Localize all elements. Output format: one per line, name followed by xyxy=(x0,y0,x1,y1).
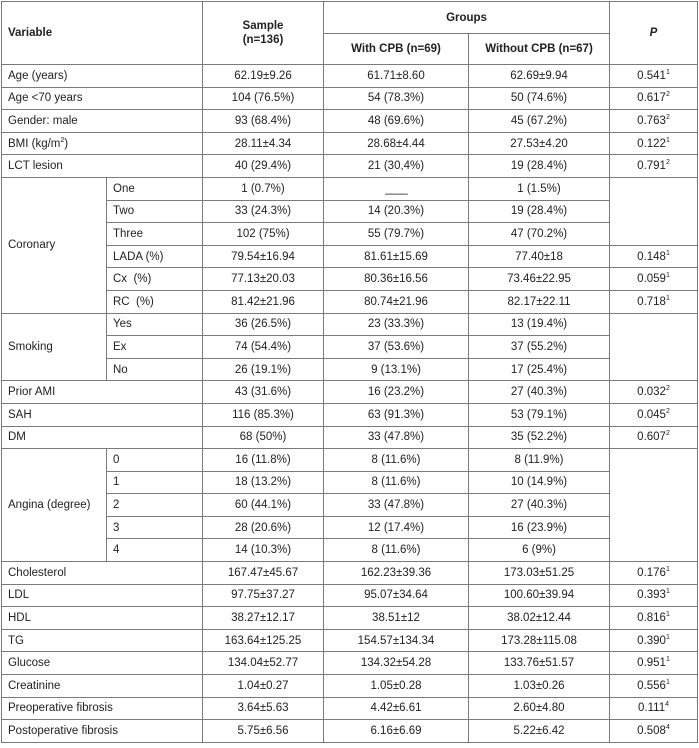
p-value: 0.045 xyxy=(637,408,666,421)
table-row xyxy=(2,584,698,607)
cell-with-cpb: 54 (78.3%) xyxy=(324,87,469,110)
cell-sample: 3.64±5.63 xyxy=(203,697,324,720)
cell-sample: 43 (31.6%) xyxy=(203,381,324,404)
p-footnote: 1 xyxy=(665,249,670,257)
cell-without-cpb: 27.53±4.20 xyxy=(469,132,610,155)
cell-without-cpb: 37 (55.2%) xyxy=(469,336,610,359)
cell-p-value xyxy=(610,268,698,291)
header-p: P xyxy=(610,2,698,65)
cell-p-value-empty xyxy=(610,177,698,245)
p-value: 0.059 xyxy=(637,273,666,286)
table-row xyxy=(2,65,698,88)
cell-sample: 14 (10.3%) xyxy=(203,539,324,562)
cell-without-cpb: 38.02±12.44 xyxy=(469,607,610,630)
bmi-label: BMI (kg/m xyxy=(8,137,61,150)
cell-p-value xyxy=(610,245,698,268)
bmi-label-end: ) xyxy=(64,137,69,150)
p-value: 0.541 xyxy=(637,69,666,82)
p-footnote: 1 xyxy=(665,136,670,144)
cell-p-value xyxy=(610,426,698,449)
cell-p-value-empty xyxy=(610,313,698,381)
cell-with-cpb: 33 (47.8%) xyxy=(324,494,469,517)
header-sample-title: Sample xyxy=(242,20,284,32)
p-footnote: 4 xyxy=(665,701,669,709)
table-row xyxy=(2,245,698,268)
p-value: 0.816 xyxy=(637,612,666,625)
p-value: 0.718 xyxy=(637,295,666,308)
cell-sample: 1 (0.7%) xyxy=(203,177,324,200)
p-value: 0.122 xyxy=(637,137,666,150)
sub-label: RC (%) xyxy=(107,290,203,313)
table-row xyxy=(2,449,698,472)
header-sample xyxy=(203,2,324,65)
cell-without-cpb: 5.22±6.42 xyxy=(469,720,610,743)
cell-without-cpb: 1.03±0.26 xyxy=(469,675,610,698)
table-row xyxy=(2,290,698,313)
cell-sample: 18 (13.2%) xyxy=(203,471,324,494)
cell-without-cpb: 27 (40.3%) xyxy=(469,494,610,517)
cell-with-cpb: 95.07±34.64 xyxy=(324,584,469,607)
p-value: 0.607 xyxy=(637,431,666,444)
cell-with-cpb: 1.05±0.28 xyxy=(324,675,469,698)
cell-without-cpb: 27 (40.3%) xyxy=(469,381,610,404)
table-row xyxy=(2,132,698,155)
cell-with-cpb: 154.57±134.34 xyxy=(324,629,469,652)
p-footnote: 2 xyxy=(665,385,670,393)
cell-with-cpb: 134.32±54.28 xyxy=(324,652,469,675)
row-label: Age <70 years xyxy=(2,87,203,110)
cell-p-value xyxy=(610,155,698,178)
row-label: Postoperative fibrosis xyxy=(2,720,203,743)
group-label-smoking: Smoking xyxy=(2,313,107,381)
p-value: 0.176 xyxy=(637,566,666,579)
table-row xyxy=(2,516,698,539)
cell-with-cpb: 81.61±15.69 xyxy=(324,245,469,268)
cell-without-cpb: 50 (74.6%) xyxy=(469,87,610,110)
cell-with-cpb: 23 (33.3%) xyxy=(324,313,469,336)
p-footnote: 2 xyxy=(665,91,670,99)
cell-without-cpb: 47 (70.2%) xyxy=(469,223,610,246)
cell-sample: 62.19±9.26 xyxy=(203,65,324,88)
table-row xyxy=(2,110,698,133)
cell-without-cpb: 133.76±51.57 xyxy=(469,652,610,675)
p-value: 0.032 xyxy=(637,386,666,399)
p-footnote: 1 xyxy=(665,633,670,641)
cell-with-cpb: 12 (17.4%) xyxy=(324,516,469,539)
cell-with-cpb: 55 (79.7%) xyxy=(324,223,469,246)
cell-sample: 28.11±4.34 xyxy=(203,132,324,155)
cell-sample: 163.64±125.25 xyxy=(203,629,324,652)
table-row xyxy=(2,313,698,336)
cell-without-cpb: 13 (19.4%) xyxy=(469,313,610,336)
cell-without-cpb: 19 (28.4%) xyxy=(469,200,610,223)
table-row xyxy=(2,200,698,223)
p-footnote: 2 xyxy=(665,407,670,415)
table-row xyxy=(2,87,698,110)
cell-sample: 1.04±0.27 xyxy=(203,675,324,698)
cell-without-cpb: 53 (79.1%) xyxy=(469,403,610,426)
table-row xyxy=(2,223,698,246)
cell-p-value xyxy=(610,381,698,404)
table-row xyxy=(2,426,698,449)
row-label: LDL xyxy=(2,584,203,607)
cell-with-cpb: 21 (30,4%) xyxy=(324,155,469,178)
cell-p-value xyxy=(610,607,698,630)
row-label: Glucose xyxy=(2,652,203,675)
p-value: 0.390 xyxy=(637,634,666,647)
cell-without-cpb: 73.46±22.95 xyxy=(469,268,610,291)
sub-label: 4 xyxy=(107,539,203,562)
cell-sample: 74 (54.4%) xyxy=(203,336,324,359)
cell-with-cpb: 61.71±8.60 xyxy=(324,65,469,88)
cell-with-cpb: 6.16±6.69 xyxy=(324,720,469,743)
cell-with-cpb: 4.42±6.61 xyxy=(324,697,469,720)
group-label-coronary: Coronary xyxy=(2,177,107,313)
cell-without-cpb: 17 (25.4%) xyxy=(469,358,610,381)
cell-with-cpb: 8 (11.6%) xyxy=(324,539,469,562)
cell-sample: 16 (11.8%) xyxy=(203,449,324,472)
cell-p-value xyxy=(610,697,698,720)
table-row xyxy=(2,607,698,630)
header-without-cpb: Without CPB (n=67) xyxy=(469,34,610,65)
row-label: Prior AMI xyxy=(2,381,203,404)
table-row xyxy=(2,403,698,426)
cell-sample: 81.42±21.96 xyxy=(203,290,324,313)
cell-without-cpb: 62.69±9.94 xyxy=(469,65,610,88)
cell-sample: 104 (76.5%) xyxy=(203,87,324,110)
p-footnote: 2 xyxy=(665,430,670,438)
cell-p-value xyxy=(610,562,698,585)
table-row xyxy=(2,358,698,381)
cell-sample: 93 (68.4%) xyxy=(203,110,324,133)
row-label: Cholesterol xyxy=(2,562,203,585)
cell-p-value-empty xyxy=(610,449,698,562)
cell-p-value xyxy=(610,110,698,133)
sub-label: 0 xyxy=(107,449,203,472)
sub-label: 3 xyxy=(107,516,203,539)
p-value: 0.556 xyxy=(637,679,666,692)
cell-sample: 60 (44.1%) xyxy=(203,494,324,517)
header-with-cpb: With CPB (n=69) xyxy=(324,34,469,65)
cell-without-cpb: 16 (23.9%) xyxy=(469,516,610,539)
table-row xyxy=(2,539,698,562)
table-row xyxy=(2,562,698,585)
sub-label: 2 xyxy=(107,494,203,517)
cell-with-cpb: 37 (53.6%) xyxy=(324,336,469,359)
table-row xyxy=(2,177,698,200)
cell-sample: 26 (19.1%) xyxy=(203,358,324,381)
cell-sample: 116 (85.3%) xyxy=(203,403,324,426)
clinical-characteristics-table xyxy=(1,1,698,743)
cell-without-cpb: 82.17±22.11 xyxy=(469,290,610,313)
table-row xyxy=(2,494,698,517)
header-sample-n: (n=136) xyxy=(242,34,284,46)
cell-with-cpb: 38.51±12 xyxy=(324,607,469,630)
cell-with-cpb: 9 (13.1%) xyxy=(324,358,469,381)
cell-sample: 40 (29.4%) xyxy=(203,155,324,178)
sub-label: LADA (%) xyxy=(107,245,203,268)
cell-sample: 167.47±45.67 xyxy=(203,562,324,585)
cell-with-cpb: ____ xyxy=(324,177,469,200)
table-row xyxy=(2,471,698,494)
cell-with-cpb: 28.68±4.44 xyxy=(324,132,469,155)
header-groups: Groups xyxy=(324,2,610,34)
p-value: 0.763 xyxy=(637,114,666,127)
row-label: DM xyxy=(2,426,203,449)
row-label: Preoperative fibrosis xyxy=(2,697,203,720)
table-row xyxy=(2,155,698,178)
table-row xyxy=(2,652,698,675)
table-row xyxy=(2,381,698,404)
row-label: Creatinine xyxy=(2,675,203,698)
sub-label: Two xyxy=(107,200,203,223)
cell-p-value xyxy=(610,87,698,110)
cell-with-cpb: 16 (23.2%) xyxy=(324,381,469,404)
cell-without-cpb: 1 (1.5%) xyxy=(469,177,610,200)
bmi-label-exponent: 2 xyxy=(60,136,65,144)
cell-sample: 33 (24.3%) xyxy=(203,200,324,223)
row-label: Gender: male xyxy=(2,110,203,133)
p-value: 0.393 xyxy=(637,589,666,602)
table-row xyxy=(2,675,698,698)
cell-sample: 79.54±16.94 xyxy=(203,245,324,268)
cell-p-value xyxy=(610,290,698,313)
p-footnote: 1 xyxy=(665,611,670,619)
cell-with-cpb: 63 (91.3%) xyxy=(324,403,469,426)
p-footnote: 1 xyxy=(665,272,670,280)
cell-with-cpb: 8 (11.6%) xyxy=(324,449,469,472)
cell-without-cpb: 35 (52.2%) xyxy=(469,426,610,449)
cell-with-cpb: 80.74±21.96 xyxy=(324,290,469,313)
cell-p-value xyxy=(610,65,698,88)
cell-sample: 5.75±6.56 xyxy=(203,720,324,743)
group-label-angina: Angina (degree) xyxy=(2,449,107,562)
cell-without-cpb: 10 (14.9%) xyxy=(469,471,610,494)
cell-p-value xyxy=(610,675,698,698)
header-variable: Variable xyxy=(2,2,203,65)
cell-without-cpb: 100.60±39.94 xyxy=(469,584,610,607)
p-value: 0.951 xyxy=(637,657,666,670)
cell-with-cpb: 162.23±39.36 xyxy=(324,562,469,585)
cell-p-value xyxy=(610,403,698,426)
cell-p-value xyxy=(610,720,698,743)
p-footnote: 1 xyxy=(665,565,670,573)
table-row xyxy=(2,720,698,743)
cell-with-cpb: 33 (47.8%) xyxy=(324,426,469,449)
cell-with-cpb: 8 (11.6%) xyxy=(324,471,469,494)
table-row xyxy=(2,629,698,652)
sub-label: 1 xyxy=(107,471,203,494)
cell-sample: 134.04±52.77 xyxy=(203,652,324,675)
sub-label: Ex xyxy=(107,336,203,359)
cell-with-cpb: 48 (69.6%) xyxy=(324,110,469,133)
cell-sample: 38.27±12.17 xyxy=(203,607,324,630)
p-value: 0.148 xyxy=(637,250,666,263)
cell-without-cpb: 19 (28.4%) xyxy=(469,155,610,178)
cell-without-cpb: 8 (11.9%) xyxy=(469,449,610,472)
cell-without-cpb: 77.40±18 xyxy=(469,245,610,268)
cell-without-cpb: 6 (9%) xyxy=(469,539,610,562)
cell-without-cpb: 173.03±51.25 xyxy=(469,562,610,585)
cell-without-cpb: 2.60±4.80 xyxy=(469,697,610,720)
cell-without-cpb: 173.28±115.08 xyxy=(469,629,610,652)
row-label: HDL xyxy=(2,607,203,630)
table-row xyxy=(2,336,698,359)
row-label: Age (years) xyxy=(2,65,203,88)
sub-label: Cx (%) xyxy=(107,268,203,291)
p-value: 0.791 xyxy=(637,160,666,173)
p-footnote: 2 xyxy=(665,113,670,121)
table-row xyxy=(2,697,698,720)
row-label: SAH xyxy=(2,403,203,426)
cell-sample: 28 (20.6%) xyxy=(203,516,324,539)
p-footnote: 1 xyxy=(665,656,670,664)
sub-label: Three xyxy=(107,223,203,246)
cell-p-value xyxy=(610,132,698,155)
cell-sample: 68 (50%) xyxy=(203,426,324,449)
sub-label: One xyxy=(107,177,203,200)
p-footnote: 2 xyxy=(665,159,670,167)
p-value: 0.617 xyxy=(637,92,666,105)
cell-p-value xyxy=(610,584,698,607)
p-footnote: 1 xyxy=(665,68,670,76)
sub-label: No xyxy=(107,358,203,381)
p-footnote: 1 xyxy=(665,678,670,686)
p-footnote: 1 xyxy=(665,294,670,302)
row-label: TG xyxy=(2,629,203,652)
cell-with-cpb: 14 (20.3%) xyxy=(324,200,469,223)
cell-p-value xyxy=(610,652,698,675)
cell-sample: 77.13±20.03 xyxy=(203,268,324,291)
cell-without-cpb: 45 (67.2%) xyxy=(469,110,610,133)
p-footnote: 1 xyxy=(665,588,670,596)
p-value: 0.508 xyxy=(637,725,666,738)
row-label xyxy=(2,132,203,155)
cell-with-cpb: 80.36±16.56 xyxy=(324,268,469,291)
cell-sample: 102 (75%) xyxy=(203,223,324,246)
p-footnote: 4 xyxy=(665,724,670,732)
table-row xyxy=(2,268,698,291)
cell-sample: 36 (26.5%) xyxy=(203,313,324,336)
p-value: 0.111 xyxy=(638,702,666,715)
sub-label: Yes xyxy=(107,313,203,336)
row-label: LCT lesion xyxy=(2,155,203,178)
cell-p-value xyxy=(610,629,698,652)
cell-sample: 97.75±37.27 xyxy=(203,584,324,607)
